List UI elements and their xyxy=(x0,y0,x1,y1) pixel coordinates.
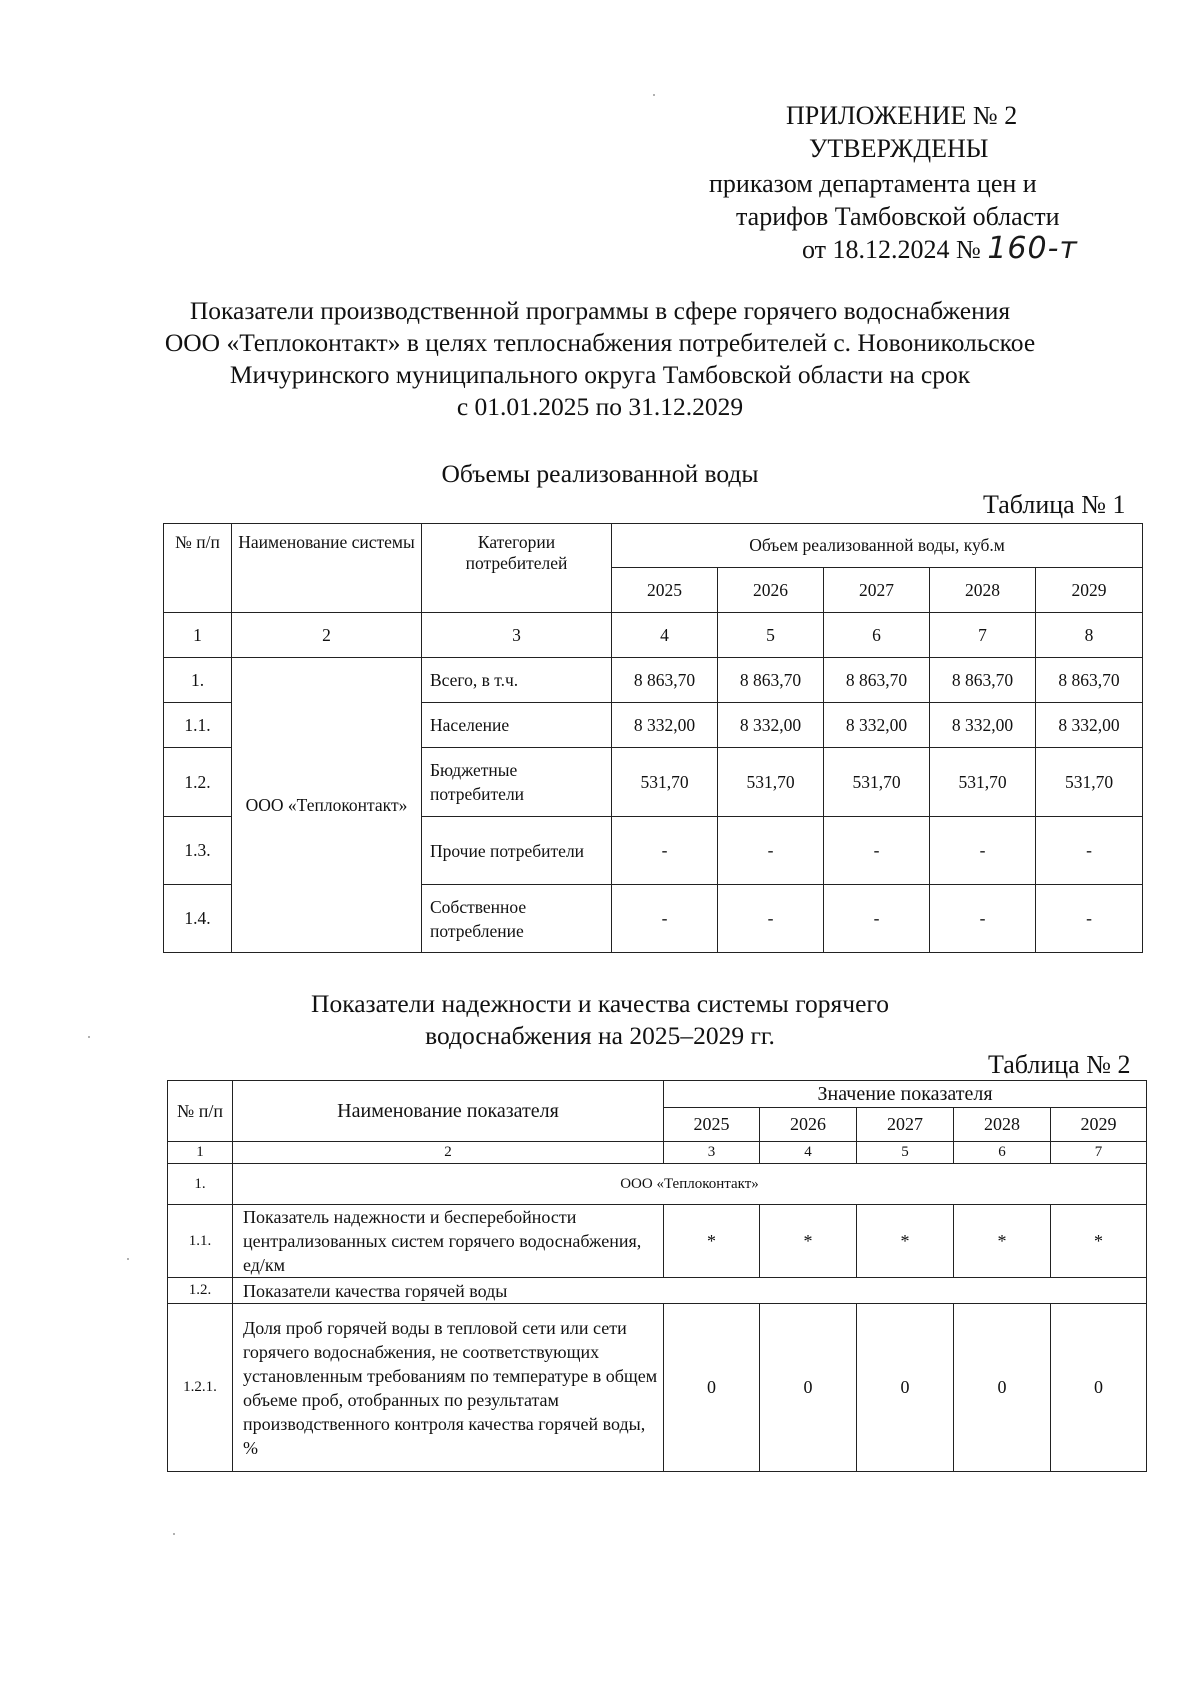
row-value: 0 xyxy=(664,1304,760,1472)
t1-colnum: 6 xyxy=(824,613,930,658)
t1-colnum: 5 xyxy=(718,613,824,658)
scan-speck xyxy=(127,1258,129,1260)
title-line-1: Показатели производственной программы в сфере горячего водоснабжения xyxy=(189,296,1011,325)
row-category: Всего, в т.ч. xyxy=(422,658,612,703)
t2-colnum: 1 xyxy=(168,1142,233,1164)
t2-head-value: Значение показателя xyxy=(664,1081,1147,1108)
t2-head-num: № п/п xyxy=(168,1081,233,1142)
row-value: - xyxy=(1036,817,1143,885)
order-line-2: тарифов Тамбовской области xyxy=(736,202,1060,231)
scan-speck xyxy=(173,1533,175,1535)
t2-year: 2027 xyxy=(857,1108,954,1142)
table-row xyxy=(168,1304,1147,1472)
row-value: 531,70 xyxy=(930,748,1036,817)
row-value: 531,70 xyxy=(718,748,824,817)
t1-head-category: Категории потребителей xyxy=(422,524,612,613)
row-num: 1.2.1. xyxy=(168,1304,233,1472)
row-value: 0 xyxy=(760,1304,857,1472)
row-value: * xyxy=(760,1205,857,1278)
title-line-3: Мичуринского муниципального округа Тамбовской области на срок xyxy=(229,360,971,389)
row-category: Собственное потребление xyxy=(422,885,612,953)
t1-head-num: № п/п xyxy=(164,524,232,613)
section-name: ООО «Теплоконтакт» xyxy=(233,1164,1147,1205)
scan-speck xyxy=(88,1036,90,1038)
row-value: - xyxy=(718,817,824,885)
row-value: 8 332,00 xyxy=(1036,703,1143,748)
t2-year: 2028 xyxy=(954,1108,1051,1142)
indicator-name: Показатель надежности и бесперебойности централизованных систем горячего водоснабжения, ед/км xyxy=(233,1205,664,1278)
t1-year: 2028 xyxy=(930,568,1036,613)
row-value: 8 863,70 xyxy=(930,658,1036,703)
row-category: Бюджетные потребители xyxy=(422,748,612,817)
table-row xyxy=(168,1278,1147,1304)
title-line-4: с 01.01.2025 по 31.12.2029 xyxy=(456,392,744,421)
t1-head-system: Наименование системы xyxy=(232,524,422,613)
t2-year: 2025 xyxy=(664,1108,760,1142)
row-value: 531,70 xyxy=(612,748,718,817)
indicator-name: Доля проб горячей воды в тепловой сети или сети горячего водоснабжения, не соответствующих установленным требованиям по температуре в общем объеме проб, отобранных по результатам производственного контроля качества горячей воды, % xyxy=(233,1304,664,1472)
t1-year: 2026 xyxy=(718,568,824,613)
row-num: 1.1. xyxy=(168,1205,233,1278)
row-value: 531,70 xyxy=(824,748,930,817)
row-value: 0 xyxy=(954,1304,1051,1472)
table2-number: Таблица № 2 xyxy=(988,1050,1131,1079)
row-value: 8 332,00 xyxy=(824,703,930,748)
t1-colnum: 2 xyxy=(232,613,422,658)
appendix-label: ПРИЛОЖЕНИЕ № 2 xyxy=(786,101,1018,130)
t2-colnum: 6 xyxy=(954,1142,1051,1164)
handwritten-order-number: 160-т xyxy=(987,231,1078,266)
row-value: 8 332,00 xyxy=(930,703,1036,748)
row-value: * xyxy=(954,1205,1051,1278)
row-num: 1.1. xyxy=(164,703,232,748)
t1-colnum: 4 xyxy=(612,613,718,658)
scan-speck xyxy=(653,94,655,96)
t2-year: 2029 xyxy=(1051,1108,1147,1142)
row-category: Прочие потребители xyxy=(422,817,612,885)
row-value: - xyxy=(1036,885,1143,953)
t2-colnum: 5 xyxy=(857,1142,954,1164)
t1-year: 2025 xyxy=(612,568,718,613)
row-value: * xyxy=(857,1205,954,1278)
t1-colnum: 8 xyxy=(1036,613,1143,658)
t1-colnum: 3 xyxy=(422,613,612,658)
table1-caption: Объемы реализованной воды xyxy=(441,459,759,488)
approved-label: УТВЕРЖДЕНЫ xyxy=(809,134,989,163)
row-value: - xyxy=(824,817,930,885)
row-category: Население xyxy=(422,703,612,748)
table-row xyxy=(168,1164,1147,1205)
row-value: 0 xyxy=(857,1304,954,1472)
t1-year: 2027 xyxy=(824,568,930,613)
row-num: 1.3. xyxy=(164,817,232,885)
order-date: от 18.12.2024 № xyxy=(802,235,981,264)
document-title xyxy=(120,295,1080,423)
order-line-1: приказом департамента цен и xyxy=(709,169,1037,198)
row-value: - xyxy=(824,885,930,953)
t1-year: 2029 xyxy=(1036,568,1143,613)
t1-colnum: 1 xyxy=(164,613,232,658)
row-value: 8 863,70 xyxy=(612,658,718,703)
table1-number: Таблица № 1 xyxy=(983,490,1126,519)
t2-colnum: 4 xyxy=(760,1142,857,1164)
table-row xyxy=(168,1205,1147,1278)
row-value: 8 863,70 xyxy=(718,658,824,703)
row-value: - xyxy=(930,885,1036,953)
row-num: 1.2. xyxy=(164,748,232,817)
row-value: 8 332,00 xyxy=(718,703,824,748)
row-value: - xyxy=(930,817,1036,885)
t2-year: 2026 xyxy=(760,1108,857,1142)
table2-caption-line-1: Показатели надежности и качества системы горячего xyxy=(311,989,889,1018)
system-name: ООО «Теплоконтакт» xyxy=(232,658,422,953)
order-date-line xyxy=(802,233,1078,266)
row-num: 1. xyxy=(168,1164,233,1205)
row-value: 8 863,70 xyxy=(824,658,930,703)
row-value: * xyxy=(664,1205,760,1278)
row-num: 1.2. xyxy=(168,1278,233,1304)
table-row xyxy=(164,658,1143,703)
t1-colnum: 7 xyxy=(930,613,1036,658)
reliability-quality-table xyxy=(167,1080,1147,1472)
row-num: 1. xyxy=(164,658,232,703)
row-value: * xyxy=(1051,1205,1147,1278)
row-value: 8 863,70 xyxy=(1036,658,1143,703)
t2-colnum: 7 xyxy=(1051,1142,1147,1164)
row-value: 8 332,00 xyxy=(612,703,718,748)
row-value: 0 xyxy=(1051,1304,1147,1472)
row-num: 1.4. xyxy=(164,885,232,953)
row-value: - xyxy=(612,885,718,953)
row-value: - xyxy=(612,817,718,885)
row-value: - xyxy=(718,885,824,953)
table2-caption-line-2: водоснабжения на 2025–2029 гг. xyxy=(425,1021,775,1050)
t1-head-volume: Объем реализованной воды, куб.м xyxy=(612,524,1143,568)
title-line-2: ООО «Теплоконтакт» в целях теплоснабжения потребителей с. Новоникольское xyxy=(164,328,1036,357)
indicator-name: Показатели качества горячей воды xyxy=(233,1278,1147,1304)
t2-head-name: Наименование показателя xyxy=(233,1081,664,1142)
t2-colnum: 2 xyxy=(233,1142,664,1164)
t2-colnum: 3 xyxy=(664,1142,760,1164)
row-value: 531,70 xyxy=(1036,748,1143,817)
sold-water-volume-table xyxy=(163,523,1143,953)
